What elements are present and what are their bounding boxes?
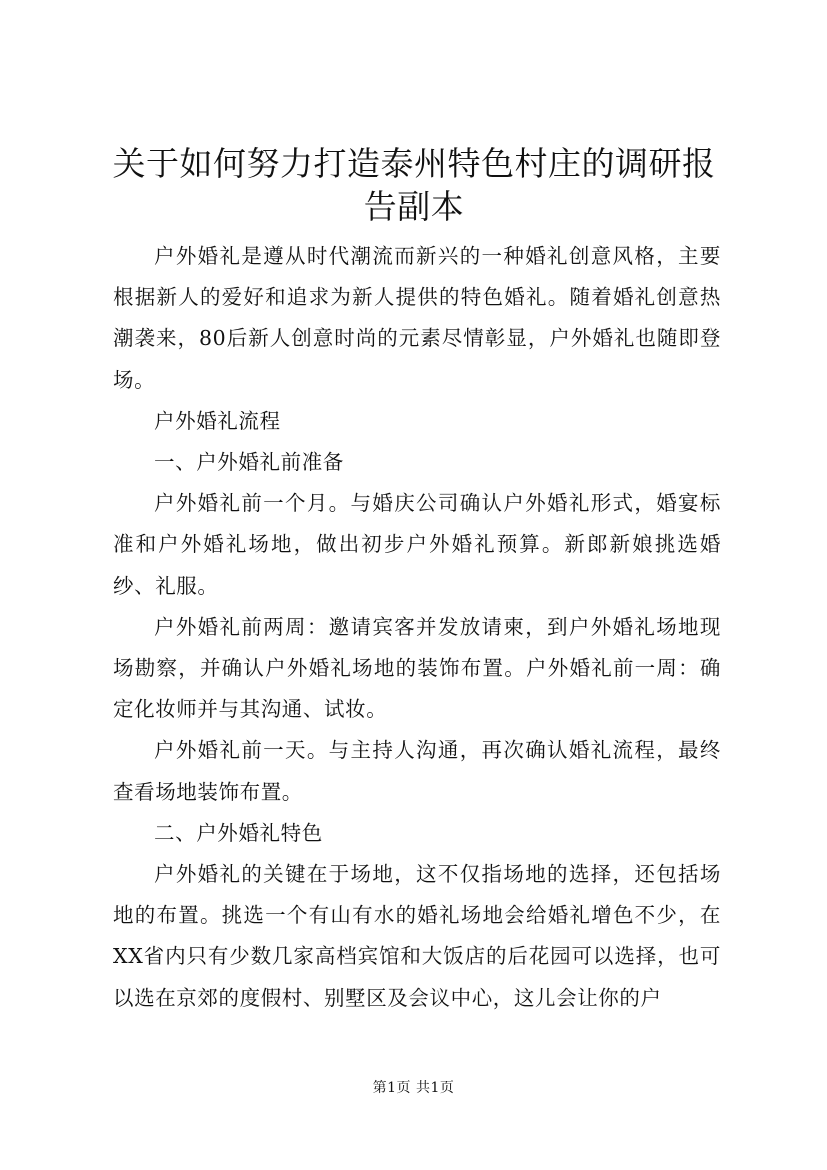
paragraph-two-weeks: 户外婚礼前两周：邀请宾客并发放请柬，到户外婚礼场地现场勘察，并确认户外婚礼场地的装饰布置。户外婚礼前一周：确定化妆师并与其沟通、试妆。 [113, 614, 721, 722]
section-heading-features: 二、户外婚礼特色 [154, 820, 323, 845]
paragraph-intro: 户外婚礼是遵从时代潮流而新兴的一种婚礼创意风格，主要根据新人的爱好和追求为新人提供的特色婚礼。随着婚礼创意热潮袭来，80后新人创意时尚的元素尽情彰显，户外婚礼也随即登场。 [113, 244, 721, 392]
page-footer: 第1页 共1页 [372, 1080, 455, 1096]
document-body [113, 236, 721, 1019]
paragraph-venue: 户外婚礼的关键在于场地，这不仅指场地的选择，还包括场地的布置。挑选一个有山有水的婚礼场地会给婚礼增色不少，在XX省内只有少数几家高档宾馆和大饭店的后花园可以选择，也可以选在京郊的度假村、别墅区及会议中心，这儿会让你的户 [113, 862, 721, 1010]
document-title: 关于如何努力打造泰州特色村庄的调研报告副本 [112, 144, 716, 226]
paragraph-one-day: 户外婚礼前一天。与主持人沟通，再次确认婚礼流程，最终查看场地装饰布置。 [113, 738, 721, 804]
section-heading-preparation: 一、户外婚礼前准备 [154, 450, 344, 475]
section-heading-process: 户外婚礼流程 [154, 408, 281, 433]
paragraph-one-month: 户外婚礼前一个月。与婚庆公司确认户外婚礼形式，婚宴标准和户外婚礼场地，做出初步户外婚礼预算。新郎新娘挑选婚纱、礼服。 [113, 491, 721, 598]
